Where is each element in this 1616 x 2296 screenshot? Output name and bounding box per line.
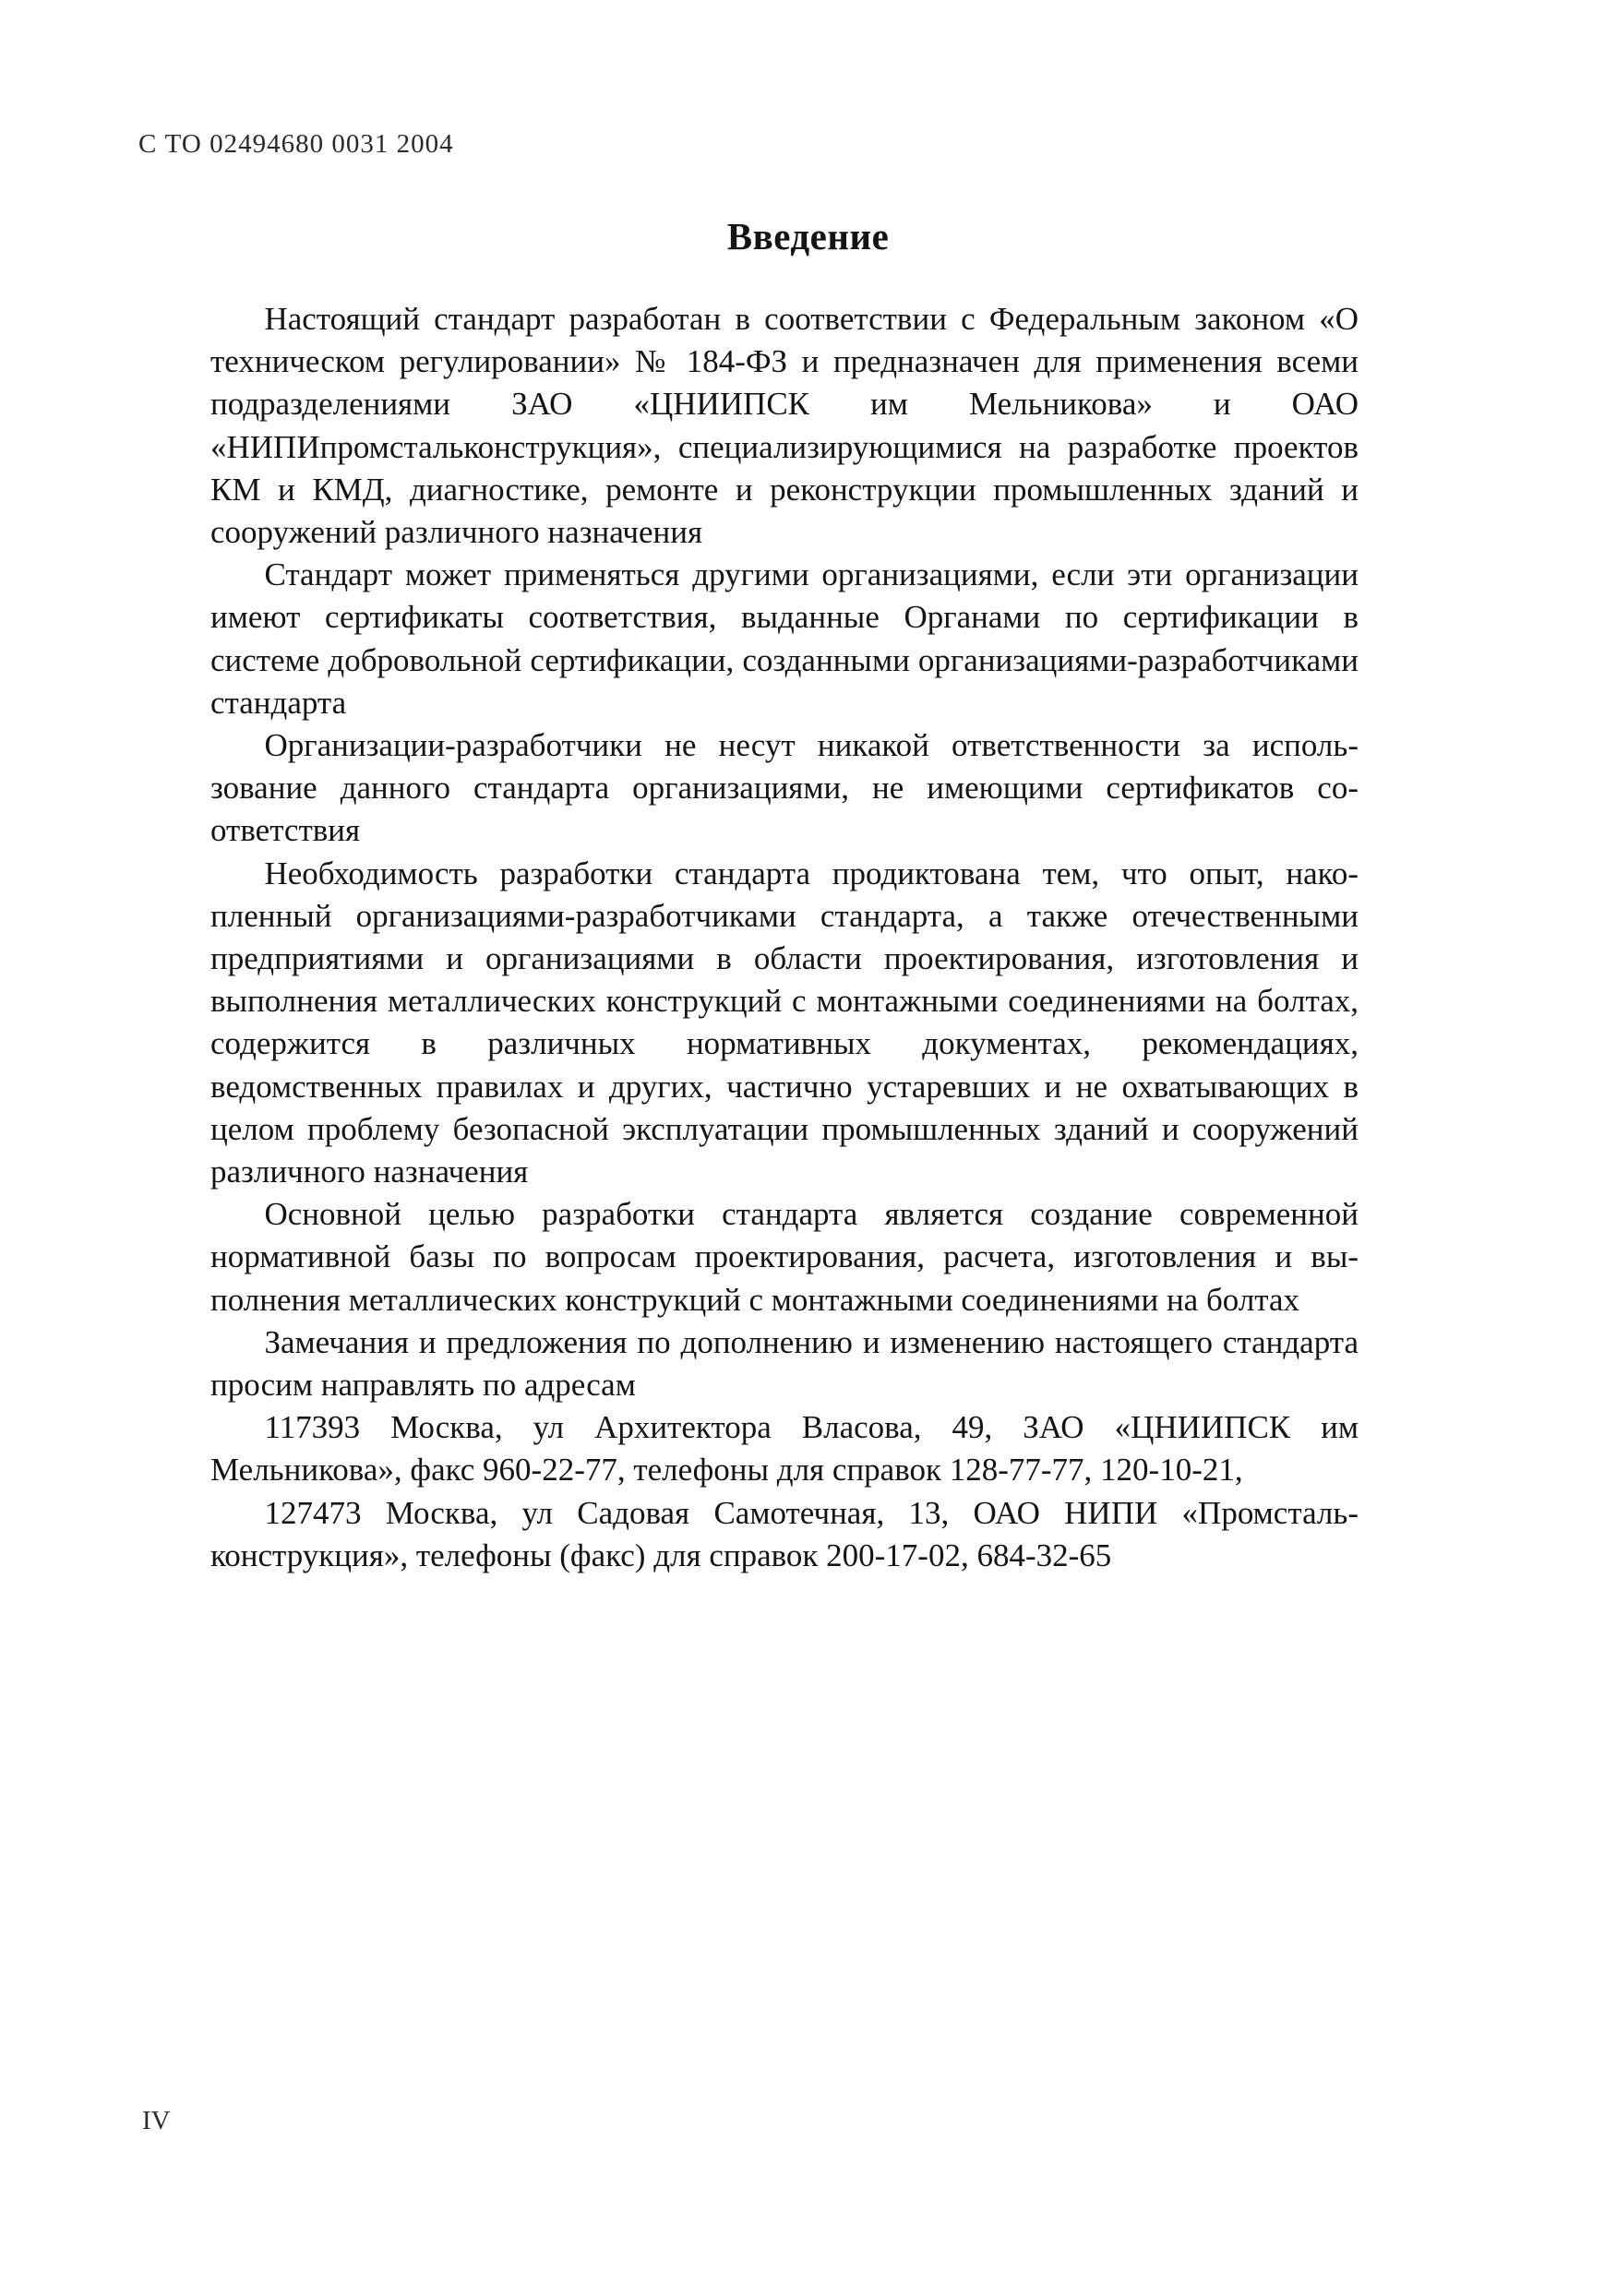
address-tsniipsk: 117393 Москва, ул Архитектора Власова, 49, ЗАО «ЦНИИПСК им Мельникова», факс 960-22-77, телефоны для справок 128-77-77, 120-10-21, xyxy=(210,1409,1359,1489)
page-number: IV xyxy=(142,2106,171,2135)
paragraph-necessity: Необходимость разработки стандарта продиктована тем, что опыт, накопленный организациями-разработчиками стандарта, а также отечественными предприятиями и организациями в области проектирования, изготовления и выполнения металлических конструкций с монтажными соединениями на болтах, содержится в различных нормативных документах, рекомендациях, ведомственных правилах и других, частично устаревших и не охватывающих в целом проблему безопасной эксплуатации промышленных зданий и сооружений различного назначения xyxy=(210,855,1359,1190)
paragraph-purpose: Настоящий стандарт разработан в соответствии с Федеральным законом «О техническом регулировании» № 184-ФЗ и предназначен для применения всеми подразделениями ЗАО «ЦНИИПСК им Мельникова» и ОАО «НИПИпромстальконструкция», специализирующимися на разработке проектов КМ и КМД, диагностике, ремонте и реконструкции промышленных зданий и сооружений различного назначения xyxy=(210,301,1359,551)
paragraph-goal: Основной целью разработки стандарта является создание современной нормативной базы по вопросам проектирования, расчета, изготовления и выполнения металлических конструкций с монтажными соединениями на болтах xyxy=(210,1196,1359,1318)
standard-code: С ТО 02494680 0031 2004 xyxy=(138,129,454,159)
paragraph-liability: Организации-разработчики не несут никакой ответственности за использование данного стандарта организациями, не имеющими сертификатов соответствия xyxy=(210,727,1359,849)
paragraph-feedback: Замечания и предложения по дополнению и изменению настоящего стандарта просим направлять по адресам xyxy=(210,1323,1359,1404)
paragraph-applicability: Стандарт может применяться другими организациями, если эти организации имеют сертификаты соответствия, выданные Органами по сертификации в системе добровольной сертификации, созданными организациями-разработчиками стандарта xyxy=(210,556,1359,721)
introduction-body xyxy=(210,298,1359,1577)
address-nipi: 127473 Москва, ул Садовая Самотечная, 13, ОАО НИПИ «Промстальконструкция», телефоны (факс) для справок 200-17-02, 684-32-65 xyxy=(210,1494,1359,1573)
page-title: Введение xyxy=(726,215,890,257)
